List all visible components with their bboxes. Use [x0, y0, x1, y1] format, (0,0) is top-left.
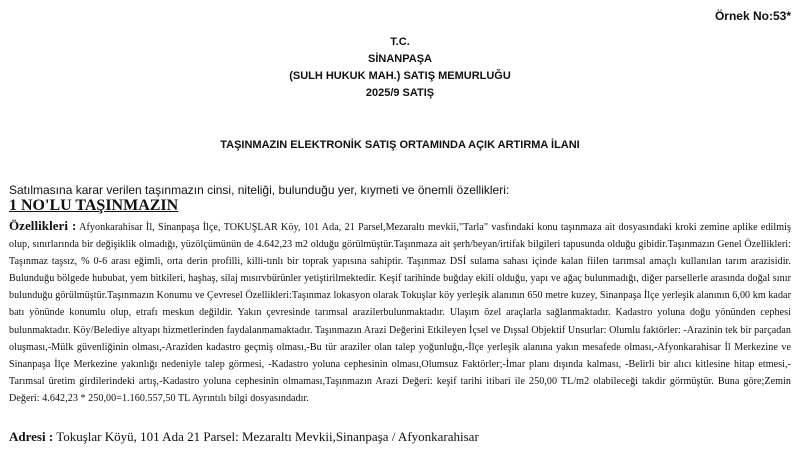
- header-line-tc: T.C.: [390, 36, 410, 48]
- address-line: [9, 429, 479, 445]
- features-label: Özellikleri :: [9, 218, 77, 233]
- header-line-case-no: 2025/9 SATIŞ: [365, 87, 435, 99]
- address-label: Adresi :: [9, 429, 54, 444]
- announcement-title: TAŞINMAZIN ELEKTRONİK SATIŞ ORTAMINDA AÇIK ARTIRMA İLANI: [220, 139, 580, 151]
- header-line-office: (SULH HUKUK MAH.) SATIŞ MEMURLUĞU: [289, 70, 511, 82]
- features-text: Afyonkarahisar İl, Sinanpaşa İlçe, TOKUŞLAR Köy, 101 Ada, 21 Parsel,Mezaraltı mevkii,"Tarla" vasfındaki konu taşınmaza ait dosyasındaki kroki zemine aplike edilmiş olup, sınırlarında bir değişiklik olmadığı, yüzölçümünün de 4.642,23 m2 olduğu görülmüştür.Taşınmaza ait şerh/beyan/irtifak bilgileri tapusunda olduğu gibidir.Taşınmazın Genel Özellikleri: Taşınmaz taşsız, % 0-6 arası eğimli, orta derin profilli, killi-tınlı bir toprak yapısına sahiptir. Taşınmaz DSİ sulama sahası içinde kalan fiilen tarımsal amaçlı kullanılan tarım arazisidir. Bulunduğu bölgede hububat, yem bitkileri, haşhaş, silaj mısırvbürünler yetiştirilmektedir. Keşif tarihinde buğday ekili olduğu, yapı ve ağaç bulunmadığı, diğer parsellerle arasında doğal sınır bulunduğu görülmüştür.Taşınmazın Konumu ve Çevresel Özellikleri:Taşınmaz lokasyon olarak Tokuşlar köy yerleşik alanının 650 metre kuzey, Sinanpaşa İlçe yerleşik alanının 6,00 km kadar batı yönünde konumlu olup, etrafı meskun değildir. Yakın çevresinde tarımsal arazilerbulunmaktadır. Ulaşım özel araçlarla sağlanmaktadır. Kadastro yoluna doğu yönünden cephesi bulunmaktadır. Köy/Belediye altyapı hizmetlerinden faydalanmamaktadır. Taşınmazın Arazi Değerini Etkileyen İçsel ve Dışsal Objektif Unsurlar: Olumlu faktörler: -Arazinin tek bir parçadan oluşması,-Mülk güvenliğinin olması,-Araziden kadastro geçmiş olması,-Bu tür araziler olan talep yoğunluğu,-İlçe yerleşik alanına yakın mesafede olması,-Afyonkarahisar İl Merkezine ve Sinanpaşa İlçe Merkezine yakınlığı nedeniyle talep görmesi, -Kadastro yoluna cephesinin olması,Olumsuz Faktörler;-İmar planı dışında kalması, -Belirli bir alıcı kitlesine hitap etmesi,-Tarımsal üretim girdilerindeki artış,-Kadastro yoluna cephesinin olmaması,Taşınmazın Arazi Değeri: keşif tarihi itibari ile 250,00 TL/m2 olabileceği takdir görmüştür. Buna göre;Zemin Değeri: 4.642,23 * 250,00=1.160.557,50 TL Ayrıntılı bilgi dosyasındadır.: [9, 222, 791, 404]
- section-title: 1 NO'LU TAŞINMAZIN: [9, 197, 179, 214]
- features-paragraph: [9, 217, 791, 407]
- address-text: Tokuşlar Köyü, 101 Ada 21 Parsel: Mezaraltı Mevkii,Sinanpaşa / Afyonkarahisar: [56, 429, 479, 444]
- header-line-district: SİNANPAŞA: [368, 53, 432, 65]
- example-number: Örnek No:53*: [714, 9, 791, 23]
- intro-text: Satılmasına karar verilen taşınmazın cinsi, niteliği, bulunduğu yer, kıymeti ve önemli özellikleri:: [9, 183, 510, 197]
- document-header: [0, 34, 800, 102]
